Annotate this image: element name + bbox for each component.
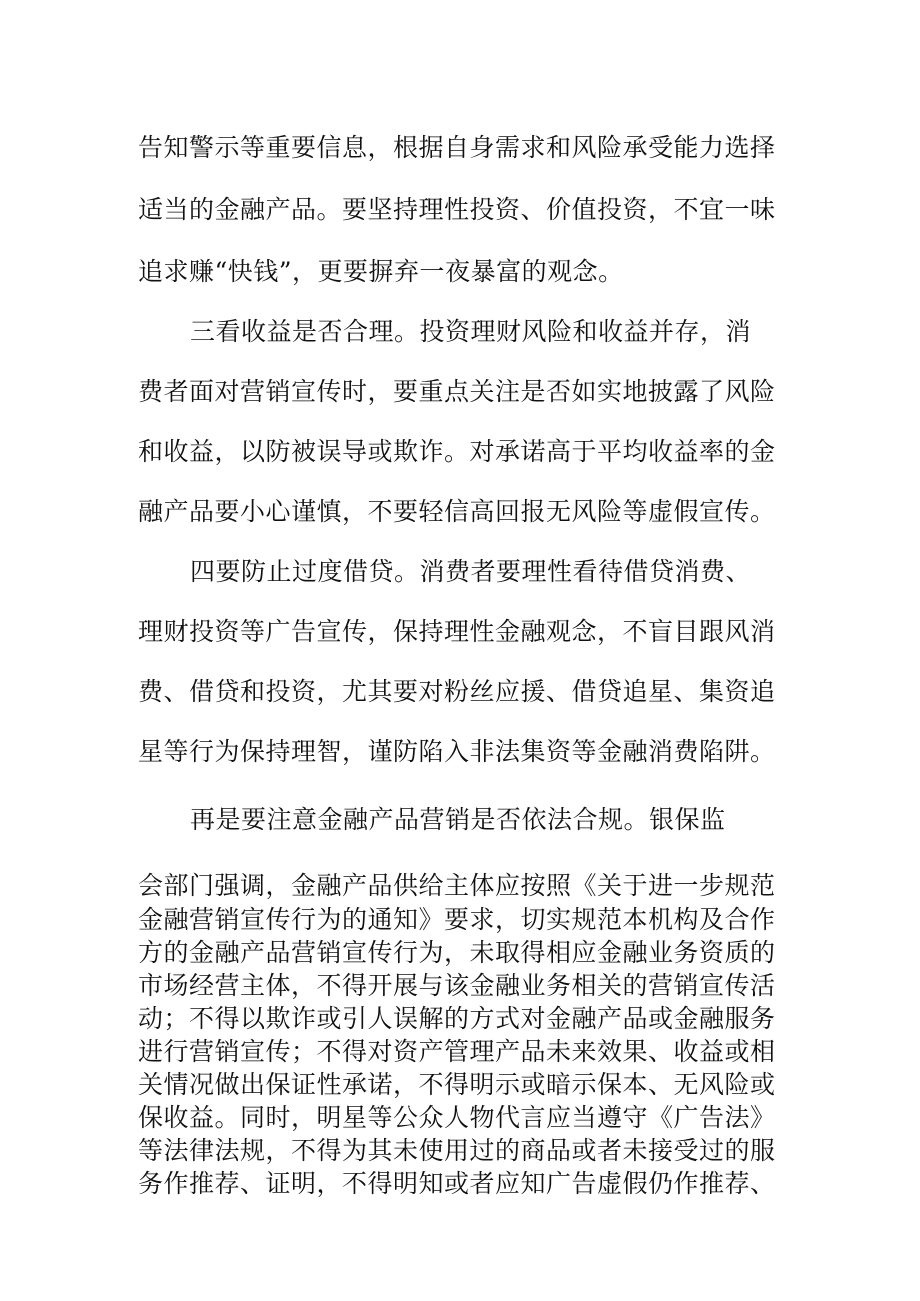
paragraph-line: 理财投资等广告宣传，保持理性金融观念，不盲目跟风消 — [138, 617, 776, 646]
paragraph-line: 保收益。同时，明星等公众人物代言应当遵守《广告法》 — [138, 1103, 776, 1132]
paragraph-line: 星等行为保持理智，谨防陷入非法集资等金融消费陷阱。 — [138, 737, 776, 766]
paragraph-line: 再是要注意金融产品营销是否依法合规。银保监 — [190, 805, 726, 834]
paragraph-line: 市场经营主体，不得开展与该金融业务相关的营销宣传活 — [138, 971, 776, 1000]
paragraph-line: 等法律法规，不得为其未使用过的商品或者未接受过的服 — [138, 1136, 776, 1165]
paragraph-line: 费者面对营销宣传时，要重点关注是否如实地披露了风险 — [138, 377, 776, 406]
paragraph-line: 三看收益是否合理。投资理财风险和收益并存，消 — [190, 317, 752, 346]
paragraph-line: 和收益，以防被误导或欺诈。对承诺高于平均收益率的金 — [138, 437, 776, 466]
paragraph-line: 适当的金融产品。要坚持理性投资、价值投资，不宜一味 — [138, 195, 776, 224]
paragraph-line: 进行营销宣传；不得对资产管理产品未来效果、收益或相 — [138, 1037, 776, 1066]
paragraph-line: 四要防止过度借贷。消费者要理性看待借贷消费、 — [190, 557, 752, 586]
paragraph-line: 务作推荐、证明，不得明知或者应知广告虚假仍作推荐、 — [138, 1169, 776, 1198]
paragraph-line: 金融营销宣传行为的通知》要求，切实规范本机构及合作 — [138, 905, 776, 934]
paragraph-line: 方的金融产品营销宣传行为，未取得相应金融业务资质的 — [138, 938, 776, 967]
paragraph-line: 融产品要小心谨慎，不要轻信高回报无风险等虚假宣传。 — [138, 497, 776, 526]
paragraph-line: 追求赚“快钱”，更要摒弃一夜暴富的观念。 — [138, 257, 624, 286]
paragraph-line: 关情况做出保证性承诺，不得明示或暗示保本、无风险或 — [138, 1070, 776, 1099]
paragraph-line: 会部门强调，金融产品供给主体应按照《关于进一步规范 — [138, 871, 776, 900]
paragraph-line: 告知警示等重要信息，根据自身需求和风险承受能力选择 — [138, 133, 776, 162]
paragraph-line: 费、借贷和投资，尤其要对粉丝应援、借贷追星、集资追 — [138, 677, 776, 706]
paragraph-line: 动；不得以欺诈或引人误解的方式对金融产品或金融服务 — [138, 1004, 776, 1033]
